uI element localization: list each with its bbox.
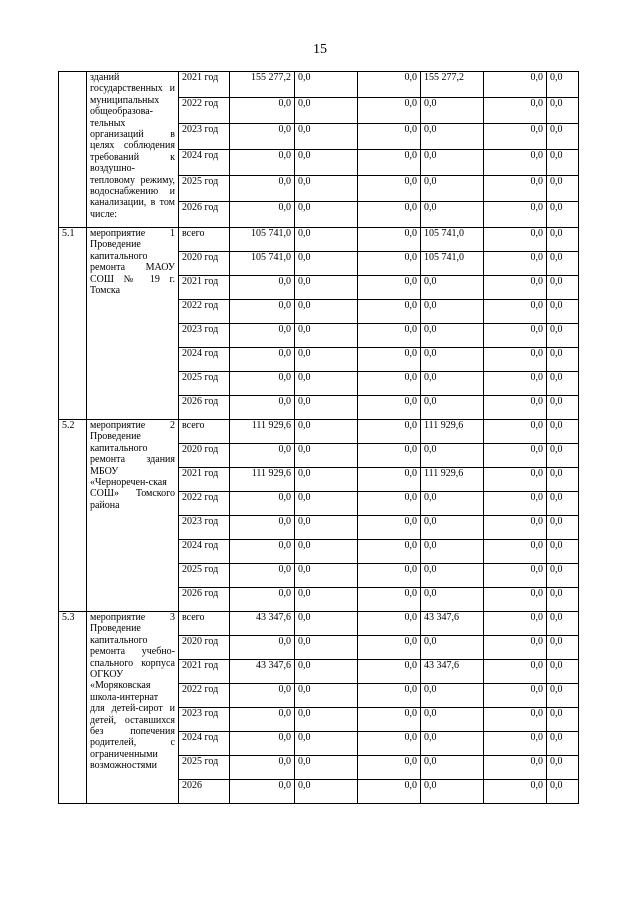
- amount-cell-6: 0,0: [547, 516, 579, 540]
- amount-cell-4: 105 741,0: [421, 252, 484, 276]
- amount-cell-1: 0,0: [230, 492, 295, 516]
- amount-cell-3: 0,0: [358, 780, 421, 804]
- amount-cell-3: 0,0: [358, 564, 421, 588]
- amount-cell-2: 0,0: [295, 540, 358, 564]
- amount-cell-5: 0,0: [484, 124, 547, 150]
- amount-cell-2: 0,0: [295, 372, 358, 396]
- amount-cell-1: 43 347,6: [230, 612, 295, 636]
- item-description-cell: [87, 420, 179, 612]
- table-row: [59, 228, 579, 252]
- amount-cell-2: 0,0: [295, 564, 358, 588]
- amount-cell-4: 105 741,0: [421, 228, 484, 252]
- amount-cell-3: 0,0: [358, 732, 421, 756]
- amount-cell-6: 0,0: [547, 468, 579, 492]
- amount-cell-4: 0,0: [421, 348, 484, 372]
- amount-cell-1: 0,0: [230, 124, 295, 150]
- amount-cell-1: 0,0: [230, 202, 295, 228]
- amount-cell-5: 0,0: [484, 588, 547, 612]
- year-cell: всего: [179, 420, 230, 444]
- amount-cell-6: 0,0: [547, 588, 579, 612]
- item-number: 5.3: [59, 612, 87, 804]
- amount-cell-5: 0,0: [484, 372, 547, 396]
- amount-cell-3: 0,0: [358, 756, 421, 780]
- amount-cell-4: 155 277,2: [421, 72, 484, 98]
- amount-cell-1: 0,0: [230, 396, 295, 420]
- year-cell: 2026 год: [179, 396, 230, 420]
- amount-cell-6: 0,0: [547, 660, 579, 684]
- amount-cell-4: 0,0: [421, 176, 484, 202]
- year-cell: 2021 год: [179, 468, 230, 492]
- year-cell: 2021 год: [179, 72, 230, 98]
- amount-cell-5: 0,0: [484, 660, 547, 684]
- amount-cell-1: 0,0: [230, 348, 295, 372]
- amount-cell-1: 0,0: [230, 732, 295, 756]
- amount-cell-1: 0,0: [230, 98, 295, 124]
- amount-cell-1: 105 741,0: [230, 228, 295, 252]
- year-cell: 2025 год: [179, 372, 230, 396]
- item-description: зданий государственных и муниципальных общеобразова-тельных организаций в целях соблюдения требований к воздушно-тепловому режиму, водоснабжению и канализации, в том числе:: [90, 72, 175, 220]
- item-description: мероприятие 1 Проведение капитального ремонта МАОУ СОШ № 19 г. Томска: [90, 228, 175, 297]
- amount-cell-5: 0,0: [484, 252, 547, 276]
- amount-cell-3: 0,0: [358, 420, 421, 444]
- amount-cell-6: 0,0: [547, 98, 579, 124]
- amount-cell-2: 0,0: [295, 660, 358, 684]
- amount-cell-2: 0,0: [295, 228, 358, 252]
- year-cell: 2024 год: [179, 348, 230, 372]
- amount-cell-4: 0,0: [421, 276, 484, 300]
- amount-cell-3: 0,0: [358, 324, 421, 348]
- amount-cell-4: 0,0: [421, 396, 484, 420]
- amount-cell-5: 0,0: [484, 732, 547, 756]
- amount-cell-5: 0,0: [484, 540, 547, 564]
- amount-cell-1: 43 347,6: [230, 660, 295, 684]
- amount-cell-1: 0,0: [230, 540, 295, 564]
- amount-cell-1: 111 929,6: [230, 420, 295, 444]
- amount-cell-1: 0,0: [230, 276, 295, 300]
- amount-cell-6: 0,0: [547, 780, 579, 804]
- amount-cell-6: 0,0: [547, 444, 579, 468]
- amount-cell-3: 0,0: [358, 348, 421, 372]
- amount-cell-2: 0,0: [295, 612, 358, 636]
- amount-cell-1: 155 277,2: [230, 72, 295, 98]
- amount-cell-4: 0,0: [421, 202, 484, 228]
- table-row: [59, 72, 579, 98]
- amount-cell-2: 0,0: [295, 756, 358, 780]
- table-row: [59, 420, 579, 444]
- table-body: [59, 72, 579, 804]
- year-cell: 2024 год: [179, 540, 230, 564]
- amount-cell-6: 0,0: [547, 684, 579, 708]
- amount-cell-5: 0,0: [484, 444, 547, 468]
- amount-cell-2: 0,0: [295, 708, 358, 732]
- amount-cell-2: 0,0: [295, 324, 358, 348]
- amount-cell-3: 0,0: [358, 252, 421, 276]
- amount-cell-4: 0,0: [421, 324, 484, 348]
- amount-cell-3: 0,0: [358, 396, 421, 420]
- year-cell: 2021 год: [179, 660, 230, 684]
- item-number: 5.1: [59, 228, 87, 420]
- year-cell: 2026: [179, 780, 230, 804]
- amount-cell-4: 0,0: [421, 444, 484, 468]
- amount-cell-6: 0,0: [547, 176, 579, 202]
- amount-cell-4: 0,0: [421, 732, 484, 756]
- amount-cell-4: 0,0: [421, 150, 484, 176]
- amount-cell-1: 0,0: [230, 300, 295, 324]
- amount-cell-3: 0,0: [358, 612, 421, 636]
- amount-cell-5: 0,0: [484, 468, 547, 492]
- amount-cell-5: 0,0: [484, 564, 547, 588]
- amount-cell-1: 0,0: [230, 150, 295, 176]
- amount-cell-2: 0,0: [295, 468, 358, 492]
- amount-cell-2: 0,0: [295, 684, 358, 708]
- amount-cell-3: 0,0: [358, 176, 421, 202]
- amount-cell-5: 0,0: [484, 684, 547, 708]
- amount-cell-2: 0,0: [295, 252, 358, 276]
- amount-cell-6: 0,0: [547, 202, 579, 228]
- amount-cell-5: 0,0: [484, 176, 547, 202]
- amount-cell-3: 0,0: [358, 276, 421, 300]
- amount-cell-6: 0,0: [547, 636, 579, 660]
- year-cell: 2022 год: [179, 684, 230, 708]
- amount-cell-2: 0,0: [295, 150, 358, 176]
- amount-cell-2: 0,0: [295, 176, 358, 202]
- amount-cell-2: 0,0: [295, 516, 358, 540]
- budget-table: [58, 71, 579, 804]
- amount-cell-5: 0,0: [484, 492, 547, 516]
- page-number: 15: [313, 42, 327, 57]
- year-cell: 2026 год: [179, 202, 230, 228]
- year-cell: 2022 год: [179, 300, 230, 324]
- amount-cell-4: 0,0: [421, 540, 484, 564]
- amount-cell-4: 43 347,6: [421, 660, 484, 684]
- amount-cell-3: 0,0: [358, 516, 421, 540]
- amount-cell-1: 0,0: [230, 176, 295, 202]
- amount-cell-5: 0,0: [484, 300, 547, 324]
- amount-cell-2: 0,0: [295, 202, 358, 228]
- amount-cell-2: 0,0: [295, 300, 358, 324]
- amount-cell-6: 0,0: [547, 348, 579, 372]
- amount-cell-4: 0,0: [421, 756, 484, 780]
- amount-cell-3: 0,0: [358, 228, 421, 252]
- amount-cell-6: 0,0: [547, 124, 579, 150]
- year-cell: 2022 год: [179, 98, 230, 124]
- amount-cell-3: 0,0: [358, 636, 421, 660]
- amount-cell-6: 0,0: [547, 324, 579, 348]
- amount-cell-4: 0,0: [421, 98, 484, 124]
- amount-cell-5: 0,0: [484, 636, 547, 660]
- amount-cell-4: 0,0: [421, 516, 484, 540]
- amount-cell-5: 0,0: [484, 228, 547, 252]
- item-description-cell: [87, 612, 179, 804]
- amount-cell-1: 0,0: [230, 756, 295, 780]
- amount-cell-2: 0,0: [295, 348, 358, 372]
- amount-cell-6: 0,0: [547, 372, 579, 396]
- amount-cell-4: 0,0: [421, 564, 484, 588]
- amount-cell-2: 0,0: [295, 124, 358, 150]
- amount-cell-2: 0,0: [295, 636, 358, 660]
- amount-cell-6: 0,0: [547, 252, 579, 276]
- amount-cell-3: 0,0: [358, 202, 421, 228]
- amount-cell-6: 0,0: [547, 396, 579, 420]
- amount-cell-3: 0,0: [358, 98, 421, 124]
- amount-cell-6: 0,0: [547, 300, 579, 324]
- amount-cell-5: 0,0: [484, 98, 547, 124]
- item-description-cell: [87, 228, 179, 420]
- amount-cell-1: 0,0: [230, 516, 295, 540]
- amount-cell-1: 0,0: [230, 708, 295, 732]
- amount-cell-2: 0,0: [295, 98, 358, 124]
- amount-cell-5: 0,0: [484, 324, 547, 348]
- item-description: мероприятие 3 Проведение капитального ремонта учебно-спального корпуса ОГКОУ «Моряковская школа-интернат для детей-сирот и детей, оставшихся без попечения родителей, с ограниченными возможностями: [90, 612, 175, 772]
- amount-cell-6: 0,0: [547, 612, 579, 636]
- amount-cell-6: 0,0: [547, 540, 579, 564]
- amount-cell-2: 0,0: [295, 588, 358, 612]
- year-cell: всего: [179, 612, 230, 636]
- year-cell: 2022 год: [179, 492, 230, 516]
- amount-cell-6: 0,0: [547, 420, 579, 444]
- amount-cell-3: 0,0: [358, 124, 421, 150]
- year-cell: 2023 год: [179, 324, 230, 348]
- amount-cell-4: 0,0: [421, 124, 484, 150]
- amount-cell-5: 0,0: [484, 72, 547, 98]
- year-cell: 2023 год: [179, 708, 230, 732]
- amount-cell-3: 0,0: [358, 444, 421, 468]
- amount-cell-4: 0,0: [421, 684, 484, 708]
- amount-cell-6: 0,0: [547, 228, 579, 252]
- amount-cell-6: 0,0: [547, 564, 579, 588]
- amount-cell-2: 0,0: [295, 444, 358, 468]
- amount-cell-1: 0,0: [230, 588, 295, 612]
- item-description: мероприятие 2 Проведение капитального ремонта здания МБОУ «Черноречен-ская СОШ» Томского района: [90, 420, 175, 511]
- amount-cell-1: 0,0: [230, 780, 295, 804]
- amount-cell-1: 0,0: [230, 636, 295, 660]
- year-cell: всего: [179, 228, 230, 252]
- amount-cell-4: 0,0: [421, 300, 484, 324]
- amount-cell-3: 0,0: [358, 708, 421, 732]
- year-cell: 2023 год: [179, 516, 230, 540]
- amount-cell-6: 0,0: [547, 732, 579, 756]
- amount-cell-5: 0,0: [484, 420, 547, 444]
- amount-cell-6: 0,0: [547, 276, 579, 300]
- amount-cell-5: 0,0: [484, 396, 547, 420]
- amount-cell-3: 0,0: [358, 468, 421, 492]
- item-number: [59, 72, 87, 228]
- amount-cell-5: 0,0: [484, 348, 547, 372]
- amount-cell-2: 0,0: [295, 732, 358, 756]
- amount-cell-5: 0,0: [484, 516, 547, 540]
- year-cell: 2025 год: [179, 564, 230, 588]
- amount-cell-5: 0,0: [484, 708, 547, 732]
- amount-cell-1: 0,0: [230, 372, 295, 396]
- amount-cell-5: 0,0: [484, 276, 547, 300]
- year-cell: 2020 год: [179, 252, 230, 276]
- year-cell: 2020 год: [179, 636, 230, 660]
- amount-cell-1: 111 929,6: [230, 468, 295, 492]
- amount-cell-3: 0,0: [358, 684, 421, 708]
- amount-cell-1: 0,0: [230, 444, 295, 468]
- amount-cell-4: 0,0: [421, 492, 484, 516]
- year-cell: 2026 год: [179, 588, 230, 612]
- amount-cell-3: 0,0: [358, 588, 421, 612]
- amount-cell-4: 0,0: [421, 636, 484, 660]
- amount-cell-5: 0,0: [484, 150, 547, 176]
- amount-cell-2: 0,0: [295, 780, 358, 804]
- year-cell: 2024 год: [179, 150, 230, 176]
- amount-cell-6: 0,0: [547, 756, 579, 780]
- amount-cell-3: 0,0: [358, 660, 421, 684]
- amount-cell-2: 0,0: [295, 72, 358, 98]
- amount-cell-3: 0,0: [358, 150, 421, 176]
- amount-cell-2: 0,0: [295, 396, 358, 420]
- item-description-cell: [87, 72, 179, 228]
- amount-cell-3: 0,0: [358, 72, 421, 98]
- amount-cell-4: 0,0: [421, 780, 484, 804]
- item-number: 5.2: [59, 420, 87, 612]
- amount-cell-3: 0,0: [358, 492, 421, 516]
- amount-cell-5: 0,0: [484, 202, 547, 228]
- amount-cell-1: 0,0: [230, 684, 295, 708]
- year-cell: 2021 год: [179, 276, 230, 300]
- amount-cell-3: 0,0: [358, 372, 421, 396]
- amount-cell-2: 0,0: [295, 276, 358, 300]
- amount-cell-5: 0,0: [484, 612, 547, 636]
- year-cell: 2024 год: [179, 732, 230, 756]
- amount-cell-4: 0,0: [421, 372, 484, 396]
- year-cell: 2025 год: [179, 756, 230, 780]
- year-cell: 2025 год: [179, 176, 230, 202]
- amount-cell-6: 0,0: [547, 492, 579, 516]
- amount-cell-4: 43 347,6: [421, 612, 484, 636]
- amount-cell-5: 0,0: [484, 756, 547, 780]
- amount-cell-4: 0,0: [421, 588, 484, 612]
- year-cell: 2020 год: [179, 444, 230, 468]
- amount-cell-6: 0,0: [547, 708, 579, 732]
- amount-cell-4: 0,0: [421, 708, 484, 732]
- amount-cell-1: 0,0: [230, 564, 295, 588]
- amount-cell-6: 0,0: [547, 72, 579, 98]
- amount-cell-2: 0,0: [295, 420, 358, 444]
- amount-cell-4: 111 929,6: [421, 468, 484, 492]
- amount-cell-1: 0,0: [230, 324, 295, 348]
- amount-cell-6: 0,0: [547, 150, 579, 176]
- amount-cell-2: 0,0: [295, 492, 358, 516]
- table-row: [59, 612, 579, 636]
- amount-cell-3: 0,0: [358, 540, 421, 564]
- amount-cell-1: 105 741,0: [230, 252, 295, 276]
- year-cell: 2023 год: [179, 124, 230, 150]
- amount-cell-4: 111 929,6: [421, 420, 484, 444]
- amount-cell-3: 0,0: [358, 300, 421, 324]
- amount-cell-5: 0,0: [484, 780, 547, 804]
